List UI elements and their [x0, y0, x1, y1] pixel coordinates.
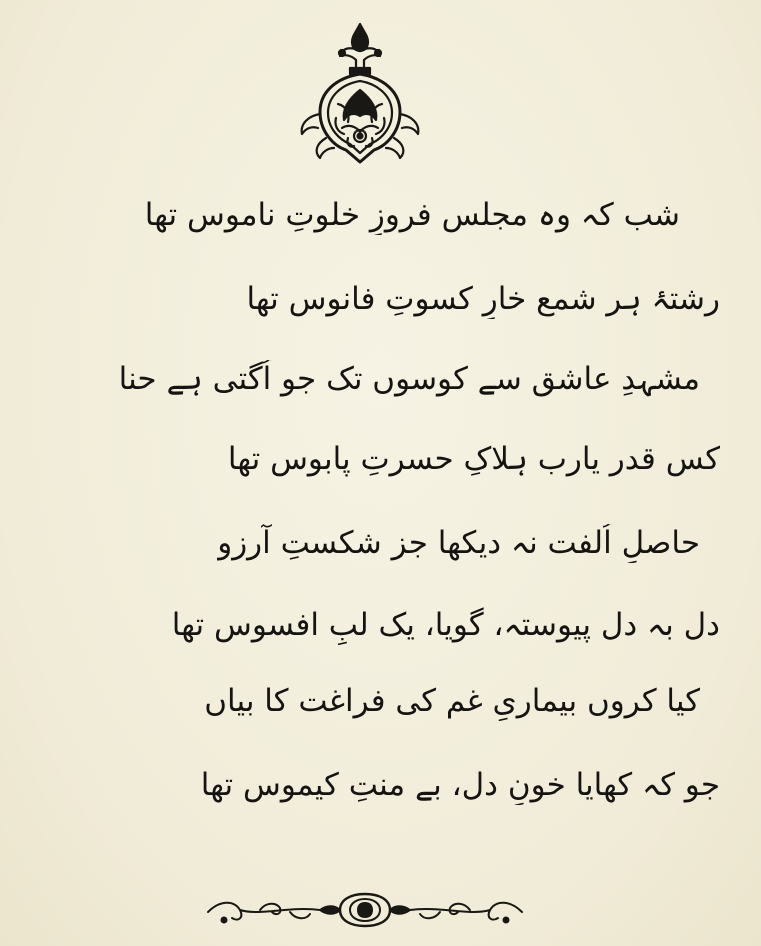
verse-line-8: جو کہ کھایا خونِ دل، بے منتِ کیموس تھا — [200, 767, 720, 803]
floral-finial-ornament-icon — [290, 18, 430, 168]
verse-line-5: حاصلِ اُلفت نہ دیکھا جز شکستِ آرزو — [217, 525, 700, 561]
verse-line-3: مشہدِ عاشق سے کوسوں تک جو اُگتی ہے حنا — [118, 361, 700, 397]
verse-line-7: کیا کروں بیماریِ غم کی فراغت کا بیاں — [204, 683, 700, 719]
verse-line-6: دل بہ دل پیوستہ، گویا، یک لبِ افسوس تھا — [171, 607, 720, 643]
verse-line-4: کس قدر یارب ہلاکِ حسرتِ پابوس تھا — [227, 441, 720, 477]
scroll-tailpiece-ornament-icon — [200, 890, 530, 930]
verse-line-1: شب کہ وہ مجلس فروزِ خلوتِ ناموس تھا — [144, 197, 680, 233]
verse-line-2: رشتۂ ہر شمع خارِ کسوتِ فانوس تھا — [246, 281, 720, 317]
